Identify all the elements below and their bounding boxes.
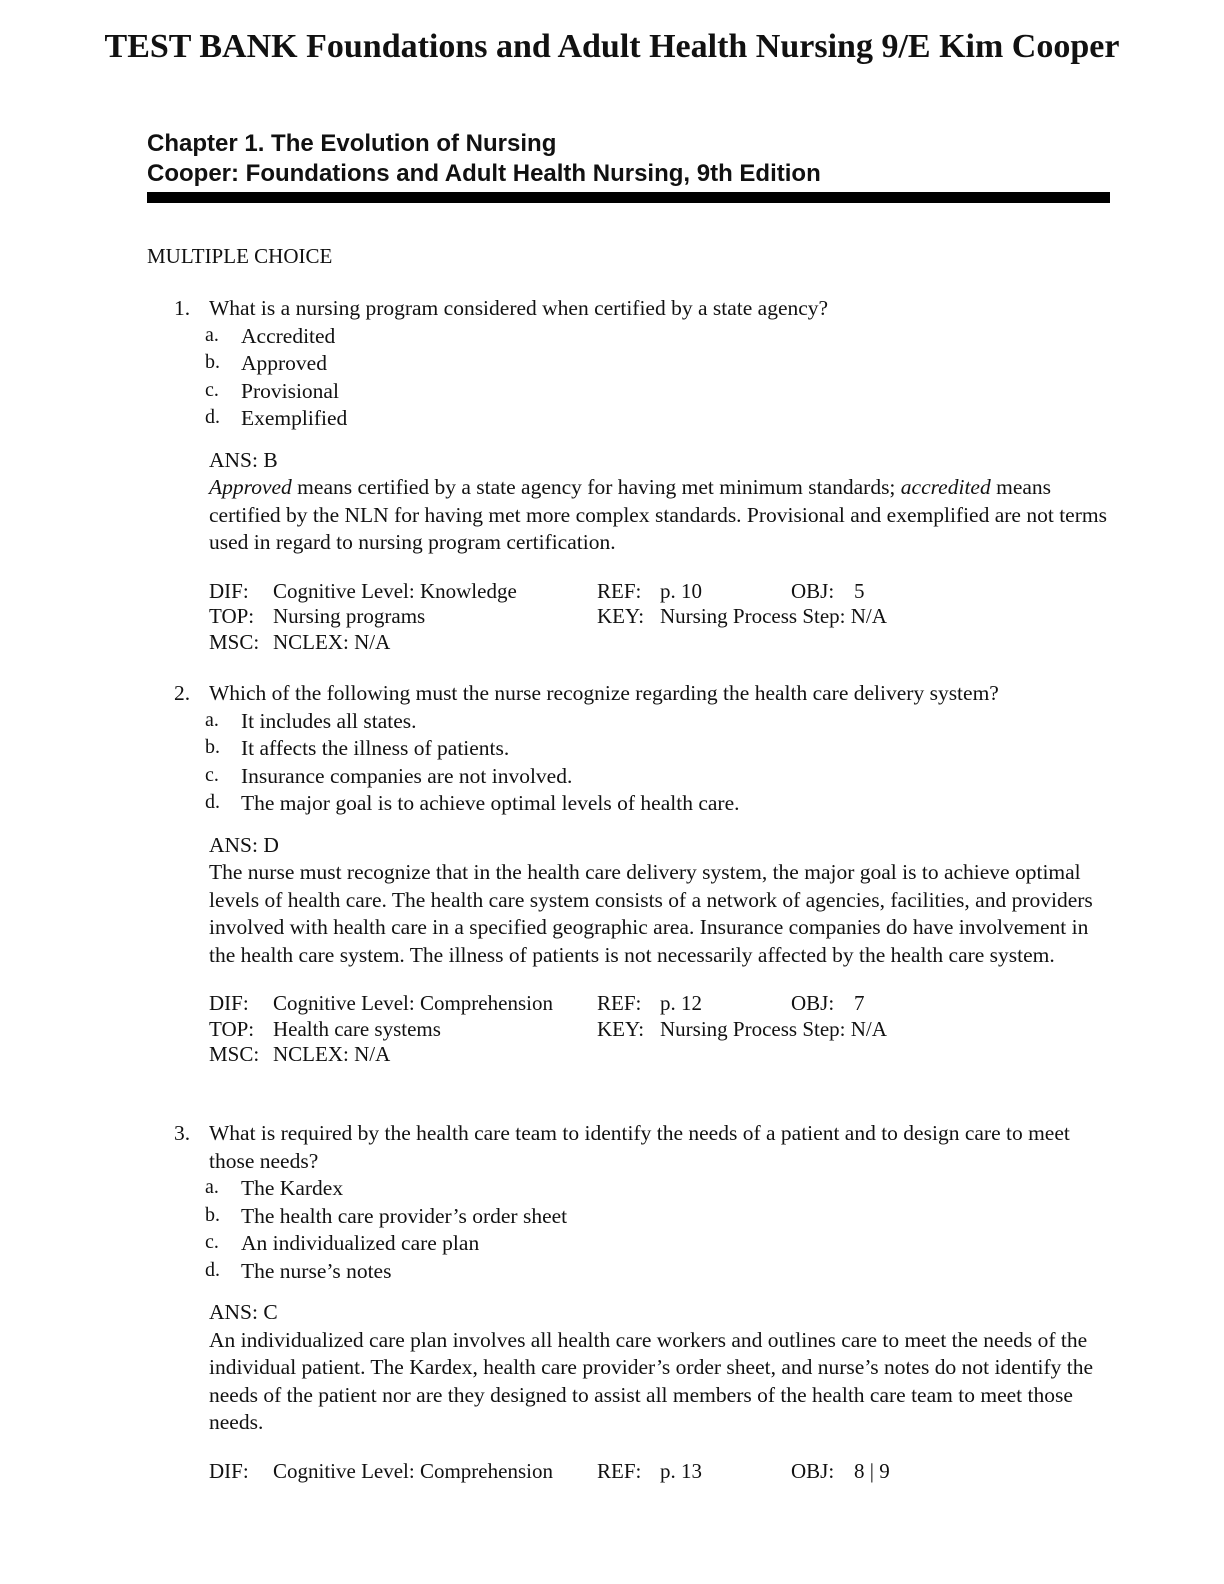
dif-label: DIF: [209,578,249,603]
answer-key: ANS: C [209,1300,278,1324]
option-letter: b. [205,351,220,373]
option-c [147,1230,1112,1258]
section-title: MULTIPLE CHOICE [147,244,333,268]
rationale [147,474,1112,557]
chapter-title: Chapter 1. The Evolution of Nursing [147,130,557,157]
key-value: Nursing Process Step: N/A [660,604,887,628]
metadata-row [209,1042,1112,1068]
option-b [147,1203,1112,1231]
question-number: 2. [174,681,191,705]
ref-value: p. 12 [660,991,702,1015]
metadata-row [209,579,1112,605]
msc-value: NCLEX: N/A [273,1042,391,1066]
metadata-row [209,604,1112,630]
obj-value: 7 [854,991,865,1015]
option-c [147,378,1112,406]
option-d [147,405,1112,433]
option-text: Insurance companies are not involved. [241,763,573,788]
rationale-text: means certified by the NLN for having met more complex standards. Provisional and exemplified are not terms used in regard to nursing program certification. [209,475,1107,554]
obj-label: OBJ: [791,991,835,1015]
dif-value: Cognitive Level: Comprehension [273,1458,553,1483]
msc-label: MSC: [209,1042,260,1066]
option-text: Accredited [241,323,336,348]
option-text: Exemplified [241,406,348,430]
option-text: The nurse’s notes [241,1258,392,1283]
obj-value: 8 | 9 [854,1458,890,1483]
top-label: TOP: [209,1016,255,1041]
question-text: What is a nursing program considered when certified by a state agency? [209,296,829,320]
option-b [147,735,1112,763]
chapter-header [147,129,1110,189]
answer-options [147,1175,1112,1285]
book-edition-title: Cooper: Foundations and Adult Health Nursing, 9th Edition [147,160,821,187]
rationale: An individualized care plan involves all health care workers and outlines care to meet the needs of the individual patient. The Kardex, health care provider’s order sheet, and nurse’s notes do not identify the needs of the patient nor are they designed to assist all members of the health care team to meet those needs. [209,1327,1094,1434]
msc-label: MSC: [209,629,260,654]
dif-label: DIF: [209,991,249,1015]
key-label: KEY: [597,1016,645,1041]
top-value: Nursing programs [273,604,426,628]
option-text: The Kardex [241,1176,344,1200]
metadata-row [209,991,1112,1017]
rationale-emphasis: Approved [209,475,292,499]
option-text: The major goal is to achieve optimal levels of health care. [241,791,740,815]
question-3 [147,1120,1112,1484]
option-c [147,763,1112,791]
ref-label: REF: [597,578,642,603]
rationale-emphasis: accredited [900,475,991,499]
msc-value: NCLEX: N/A [273,629,391,654]
option-a [147,1175,1112,1203]
rationale-text: means certified by a state agency for having met minimum standards; [291,475,901,499]
question-number: 1. [174,296,191,320]
option-d [147,1258,1112,1286]
option-letter: a. [205,323,219,346]
question-stem [147,295,1112,323]
metadata-row [209,630,1112,656]
top-value: Health care systems [273,1016,441,1041]
obj-label: OBJ: [791,1458,835,1483]
option-letter: c. [205,763,219,786]
option-b [147,350,1112,378]
option-text: It affects the illness of patients. [241,736,510,760]
option-letter: d. [205,406,220,428]
option-letter: b. [205,1203,220,1226]
option-letter: c. [205,1231,219,1253]
question-2 [147,680,1112,1068]
key-label: KEY: [597,604,645,628]
document-banner-title: TEST BANK Foundations and Adult Health Nursing 9/E Kim Cooper [104,28,1120,65]
key-value: Nursing Process Step: N/A [660,1016,887,1041]
question-metadata [147,991,1112,1068]
answer-key: ANS: D [209,832,279,857]
question-text: What is required by the health care team to identify the needs of a patient and to design care to meet those needs? [209,1121,1070,1173]
option-letter: d. [205,791,220,813]
header-rule [147,192,1110,203]
ref-value: p. 13 [660,1458,702,1483]
rationale: The nurse must recognize that in the health care delivery system, the major goal is to achieve optimal levels of health care. The health care system consists of a network of agencies, facilities, and providers involved with health care in a specified geographic area. Insurance companies do have involvement in the health care system. The illness of patients is not necessarily affected by the health care system. [209,860,1093,967]
question-stem [147,1120,1112,1175]
option-text: Provisional [241,378,339,403]
option-letter: d. [205,1258,220,1281]
dif-value: Cognitive Level: Comprehension [273,991,553,1015]
question-metadata [147,1459,1112,1485]
obj-label: OBJ: [791,578,835,603]
option-d [147,790,1112,818]
question-1 [147,295,1112,655]
answer-key: ANS: B [209,447,278,472]
ref-label: REF: [597,1458,642,1483]
option-text: It includes all states. [241,708,417,733]
metadata-row [209,1459,1112,1485]
metadata-row [209,1017,1112,1043]
option-letter: a. [205,1176,219,1198]
ref-label: REF: [597,991,642,1015]
option-text: An individualized care plan [241,1231,480,1255]
answer-options [147,708,1112,818]
option-text: Approved [241,351,327,375]
dif-value: Cognitive Level: Knowledge [273,578,517,603]
top-label: TOP: [209,604,255,628]
option-text: The health care provider’s order sheet [241,1203,568,1228]
question-metadata [147,579,1112,656]
obj-value: 5 [854,578,865,603]
dif-label: DIF: [209,1458,249,1483]
option-letter: a. [205,708,219,731]
option-a [147,323,1112,351]
option-letter: c. [205,378,219,401]
question-stem [147,680,1112,708]
question-number: 3. [174,1121,191,1145]
question-text: Which of the following must the nurse recognize regarding the health care delivery system? [209,681,999,705]
option-a [147,708,1112,736]
option-letter: b. [205,736,220,758]
ref-value: p. 10 [660,578,702,603]
answer-options [147,323,1112,433]
